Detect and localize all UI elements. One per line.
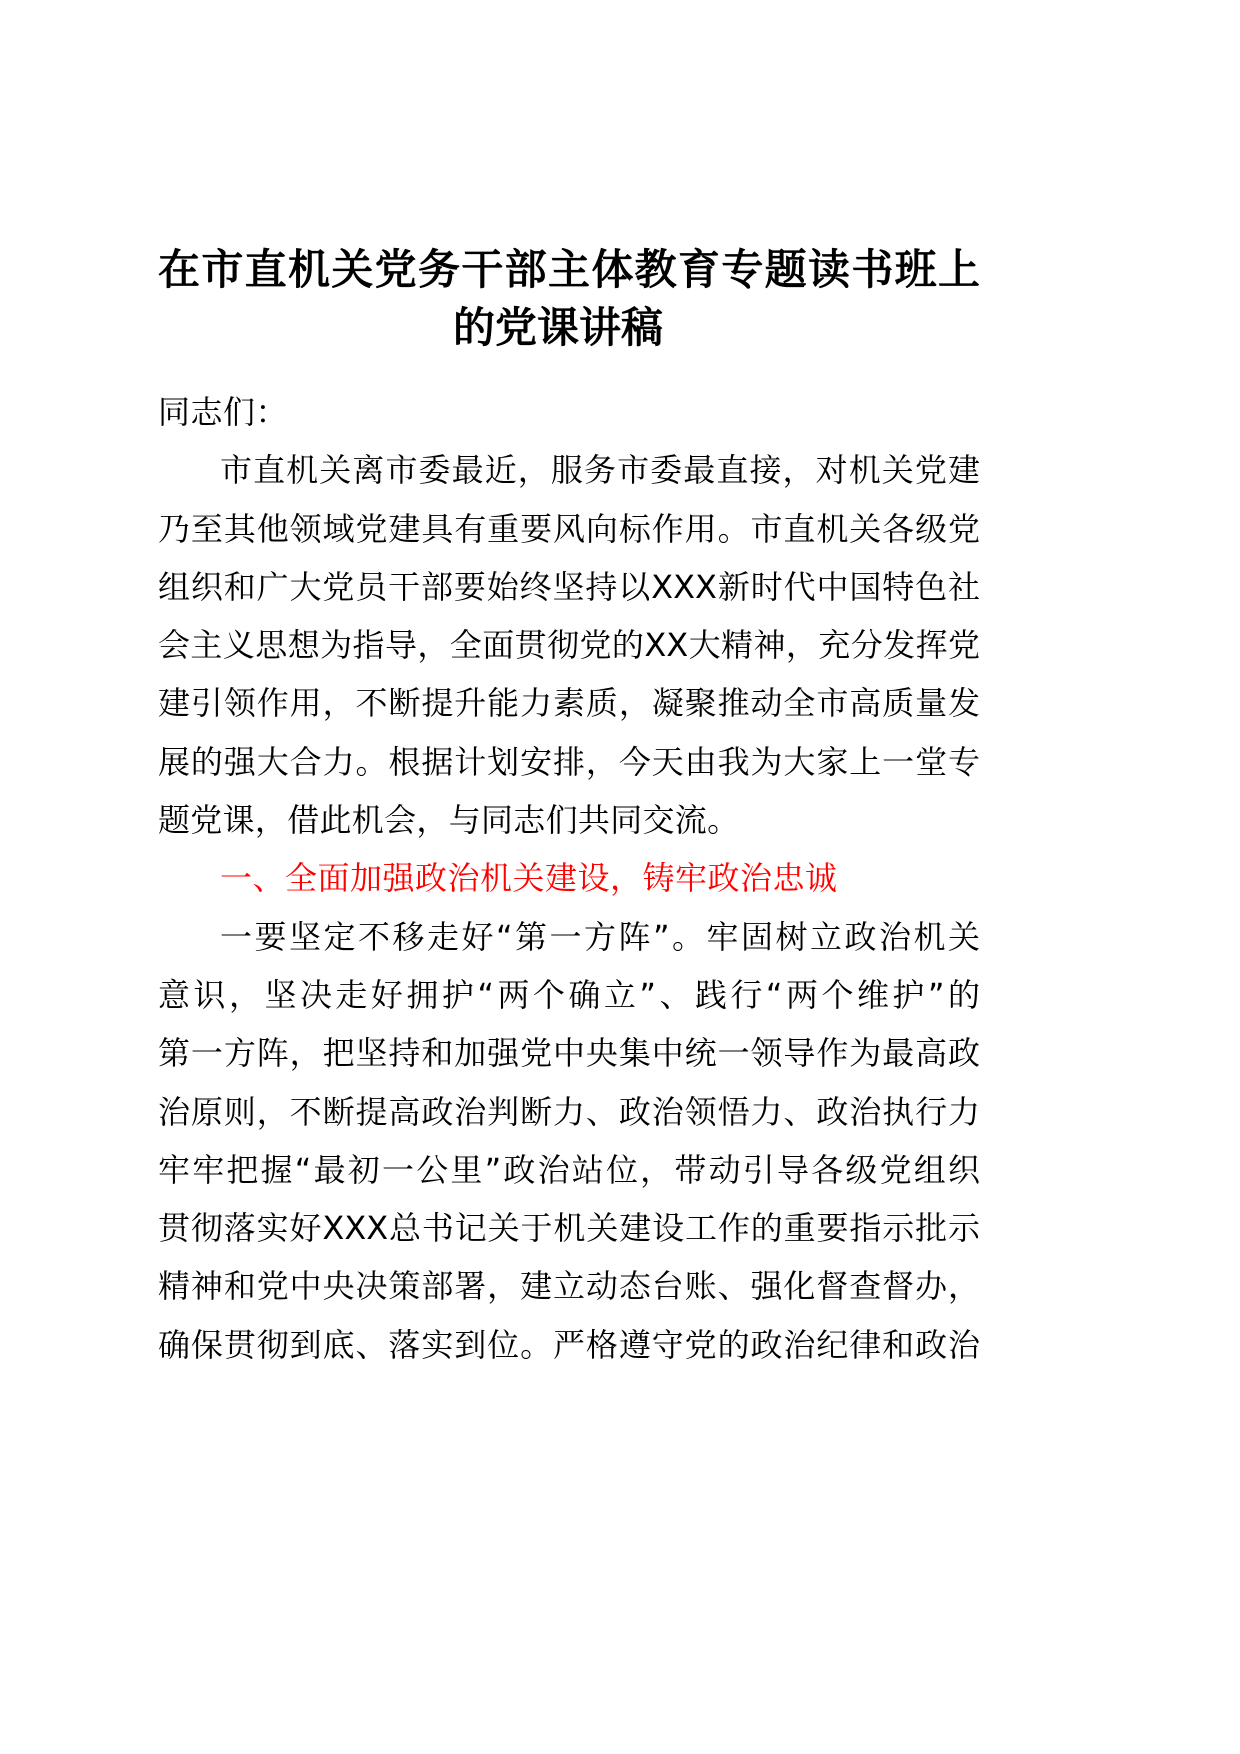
body-line: 治原则，不断提高政治判断力、政治领悟力、政治执行力 bbox=[158, 1092, 980, 1131]
document-text bbox=[158, 383, 980, 1374]
body-line: 建引领作用，不断提升能力素质，凝聚推动全市高质量发 bbox=[158, 684, 980, 723]
section-paragraph bbox=[158, 908, 980, 1374]
section-heading: 一、全面加强政治机关建设，铸牢政治忠诚 bbox=[220, 859, 838, 898]
body-line: 牢牢把握“最初一公里”政治站位，带动引导各级党组织 bbox=[158, 1150, 980, 1189]
salutation: 同志们： bbox=[158, 392, 289, 431]
body-line: 第一方阵，把坚持和加强党中央集中统一领导作为最高政 bbox=[158, 1034, 980, 1073]
body-line: 确保贯彻到底、落实到位。严格遵守党的政治纪律和政治 bbox=[158, 1325, 980, 1364]
body-line: 市直机关离市委最近，服务市委最直接，对机关党建 bbox=[220, 451, 980, 490]
body-line: 会主义思想为指导，全面贯彻党的XX大精神，充分发挥党 bbox=[158, 626, 980, 665]
body-line: 精神和党中央决策部署，建立动态台账、强化督查督办， bbox=[158, 1267, 980, 1306]
body-line: 题党课，借此机会，与同志们共同交流。 bbox=[158, 801, 740, 840]
body-line: 意识，坚决走好拥护“两个确立”、践行“两个维护”的 bbox=[158, 975, 980, 1014]
title-line: 的党课讲稿 bbox=[452, 303, 663, 353]
body-line: 组织和广大党员干部要始终坚持以XXX新时代中国特色社 bbox=[158, 567, 980, 606]
body-line: 贯彻落实好XXX总书记关于机关建设工作的重要指示批示 bbox=[158, 1209, 980, 1248]
document-body bbox=[158, 241, 980, 1374]
body-line: 展的强大合力。根据计划安排，今天由我为大家上一堂专 bbox=[158, 742, 980, 781]
document-title bbox=[158, 241, 980, 358]
title-line: 在市直机关党务干部主体教育专题读书班上 bbox=[158, 245, 980, 294]
intro-paragraph bbox=[158, 441, 980, 849]
body-line: 乃至其他领域党建具有重要风向标作用。市直机关各级党 bbox=[158, 509, 980, 548]
body-line: 一要坚定不移走好“第一方阵”。牢固树立政治机关 bbox=[220, 917, 980, 956]
